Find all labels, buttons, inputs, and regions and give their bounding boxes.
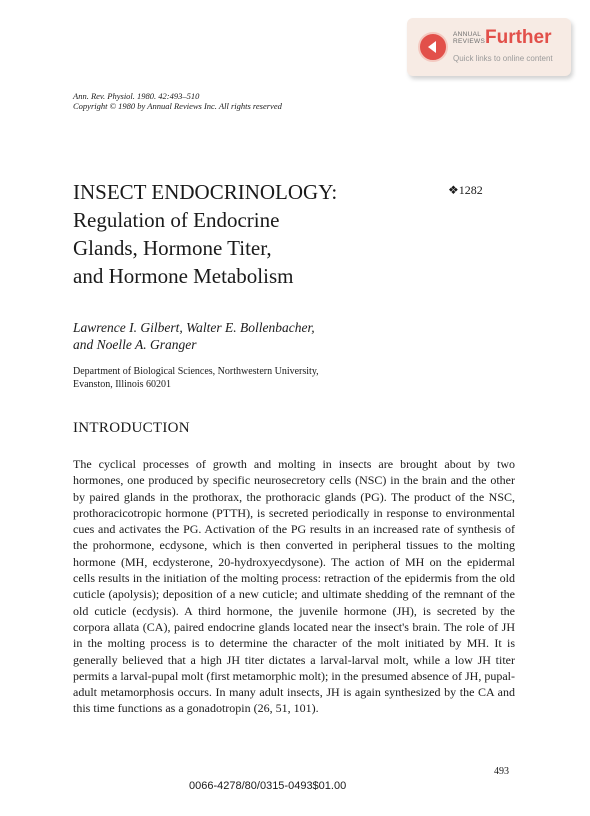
- authors: [73, 319, 315, 353]
- journal-copyright: Copyright © 1980 by Annual Reviews Inc. All rights reserved: [73, 101, 282, 111]
- title-line-4: and Hormone Metabolism: [73, 264, 294, 288]
- title-line-1: INSECT ENDOCRINOLOGY:: [73, 180, 338, 204]
- title-line-2: Regulation of Endocrine: [73, 208, 280, 232]
- section-heading: INTRODUCTION: [73, 420, 190, 436]
- banner-brand: Further: [485, 27, 552, 48]
- affiliation-line-1: Department of Biological Sciences, Northwestern University,: [73, 366, 319, 377]
- affiliation-line-2: Evanston, Illinois 60201: [73, 379, 172, 390]
- title-line-3: Glands, Hormone Titer,: [73, 236, 272, 260]
- banner-small-text: [453, 31, 485, 45]
- price-code: 0066-4278/80/0315-0493$01.00: [189, 780, 347, 792]
- annual-reviews-logo-icon: [418, 32, 448, 62]
- authors-line-2: and Noelle A. Granger: [73, 337, 197, 352]
- body-paragraph: The cyclical processes of growth and molting in insects are brought about by two hormones, one produced by specific neurosecretory cells (NSC) in the brain and the other by paired glands in the prothorax, the prothoracic glands (PG). The product of the NSC, prothoracicotropic hormone (PTTH), is secreted periodically in response to environmental cues and activates the PG. Activation of the PG results in an increased rate of synthesis of the prohormone, ecdysone, which is then converted in peripheral tissues to the molting hormone (MH, ecdysterone, 20-hydroxyecdysone). The action of MH on the epidermal cells results in the initiation of the molting process: retraction of the epidermis from the old cuticle (apolysis); deposition of a new cuticle; and ultimate shedding of the remnant of the old cuticle (ecdysis). A third hormone, the juvenile hormone (JH), is secreted by the corpora allata (CA), paired endocrine glands located near the insect's brain. The role of JH in the molting process is to determine the character of the molt initiated by MH. It is generally believed that a high JH titer dictates a larval-larval molt, while a low JH titer permits a larval-pupal molt (first metamorphic molt); in the presumed absence of JH, pupal-adult metamorphosis occurs. In many adult insects, JH is again synthesized by the CA and this time functions as a gonadotropin (26, 51, 101).: [73, 457, 515, 716]
- article-title: [73, 178, 337, 290]
- page-number: 493: [494, 766, 509, 777]
- authors-line-1: Lawrence I. Gilbert, Walter E. Bollenbacher,: [73, 320, 315, 335]
- banner-subtitle: Quick links to online content: [453, 54, 553, 63]
- further-banner[interactable]: [407, 18, 571, 76]
- affiliation: [73, 365, 319, 391]
- banner-reviews: REVIEWS: [453, 38, 486, 45]
- journal-citation: Ann. Rev. Physiol. 1980. 42:493–510: [73, 91, 200, 101]
- journal-info: [73, 91, 282, 111]
- article-id: ❖1282: [448, 183, 483, 197]
- banner-annual: ANNUAL: [453, 31, 482, 38]
